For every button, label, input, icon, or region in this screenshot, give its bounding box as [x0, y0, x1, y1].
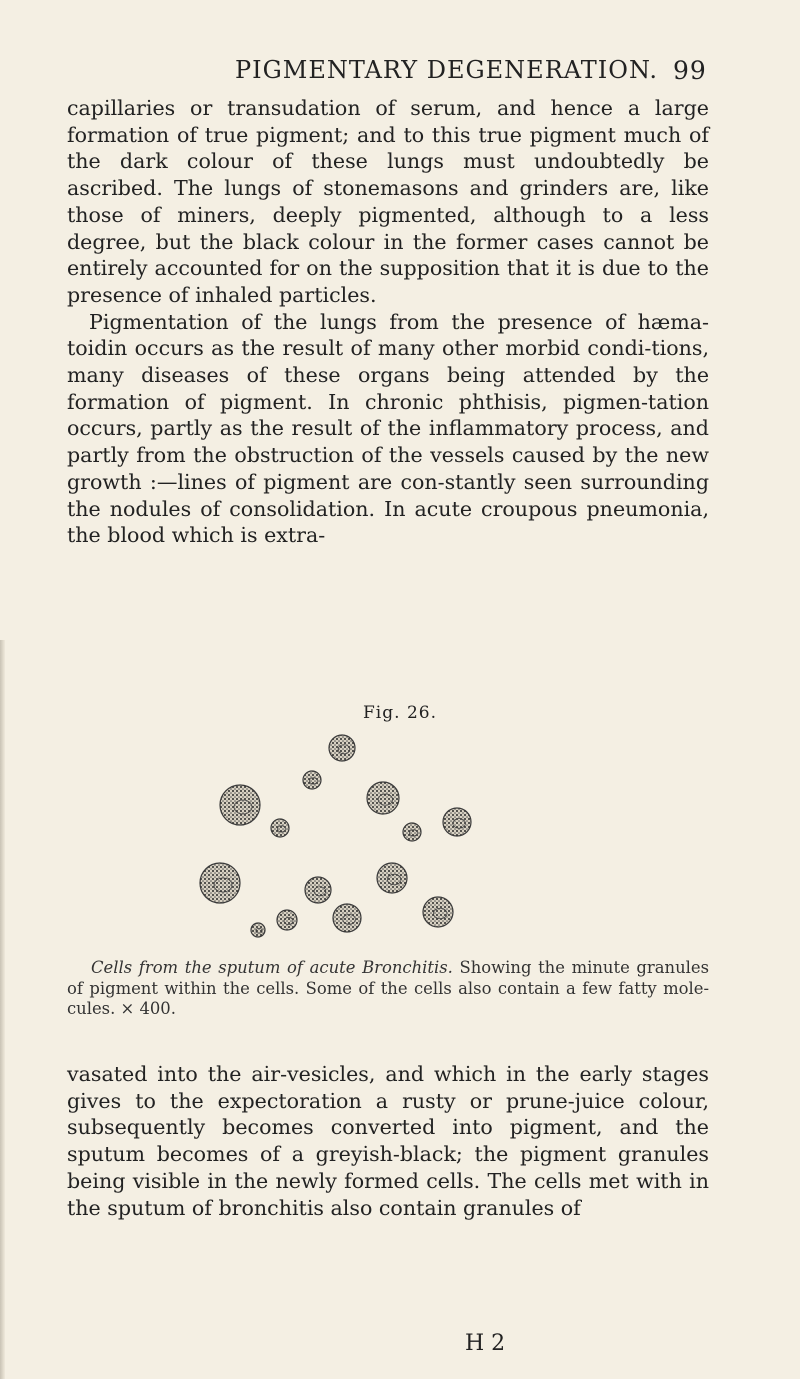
sputum-cell — [200, 863, 240, 903]
sputum-cell — [423, 897, 453, 927]
sputum-cell — [333, 904, 361, 932]
caption-italic-part: Cells from the sputum of acute Bronchitis. — [91, 958, 453, 977]
sputum-cell — [251, 923, 265, 937]
figure-sputum-cells — [180, 730, 620, 945]
paragraph-continued: capillaries or transudation of serum, and hence a large formation of true pigment; and to this true pigment much of the dark colour of these lungs must undoubtedly be ascribed. The lungs of stonemasons and grinders are, like those of miners, deeply pigmented, although to a less degree, but the black colour in the former cases cannot be entirely accounted for on the supposition that it is due to the presence of inhaled particles. — [67, 96, 709, 307]
paragraph-pigmentation: Pigmentation of the lungs from the presence of hæma-toidin occurs as the result of many other morbid condi-tions, many diseases of these organs being attended by the formation of pigment. In chronic phthisis, pigmen-tation occurs, partly as the result of the inflammatory process, and partly from the obstruction of the vessels caused by the new growth :—lines of pigment are con-stantly seen surrounding the nodules of consolidation. In acute croupous pneumonia, the blood which is extra- — [67, 309, 709, 548]
paragraph-vasated: vasated into the air-vesicles, and which in the early stages gives to the expectoration a rusty or prune-juice colour, subsequently becomes converted into pigment, and the sputum becomes of a greyish-black; the pigment granules being visible in the newly formed cells. The cells met with in the sputum of bronchitis also contain granules of — [67, 1062, 709, 1220]
sputum-cell — [277, 910, 297, 930]
sputum-cell — [303, 771, 321, 789]
signature-mark: H 2 — [465, 1331, 506, 1356]
sputum-cell — [443, 808, 471, 836]
running-title: PIGMENTARY DEGENERATION. — [235, 56, 659, 84]
running-header — [0, 50, 800, 90]
text-block-bottom — [67, 1061, 709, 1221]
sputum-cell — [271, 819, 289, 837]
page-edge-shadow — [0, 640, 5, 1379]
figure-caption — [67, 958, 709, 1020]
sputum-cell — [220, 785, 260, 825]
sputum-cell — [403, 823, 421, 841]
page-number: 99 — [673, 56, 707, 85]
sputum-cell — [329, 735, 355, 761]
sputum-cell — [367, 782, 399, 814]
text-block-top — [67, 95, 709, 549]
caption-plain-part: Showing the minute granules of pigment within the cells. Some of the cells also contain a few fatty mole-cules. × 400. — [67, 958, 709, 1018]
sputum-cell — [377, 863, 407, 893]
figure-label: Fig. 26. — [363, 703, 437, 723]
sputum-cell — [305, 877, 331, 903]
